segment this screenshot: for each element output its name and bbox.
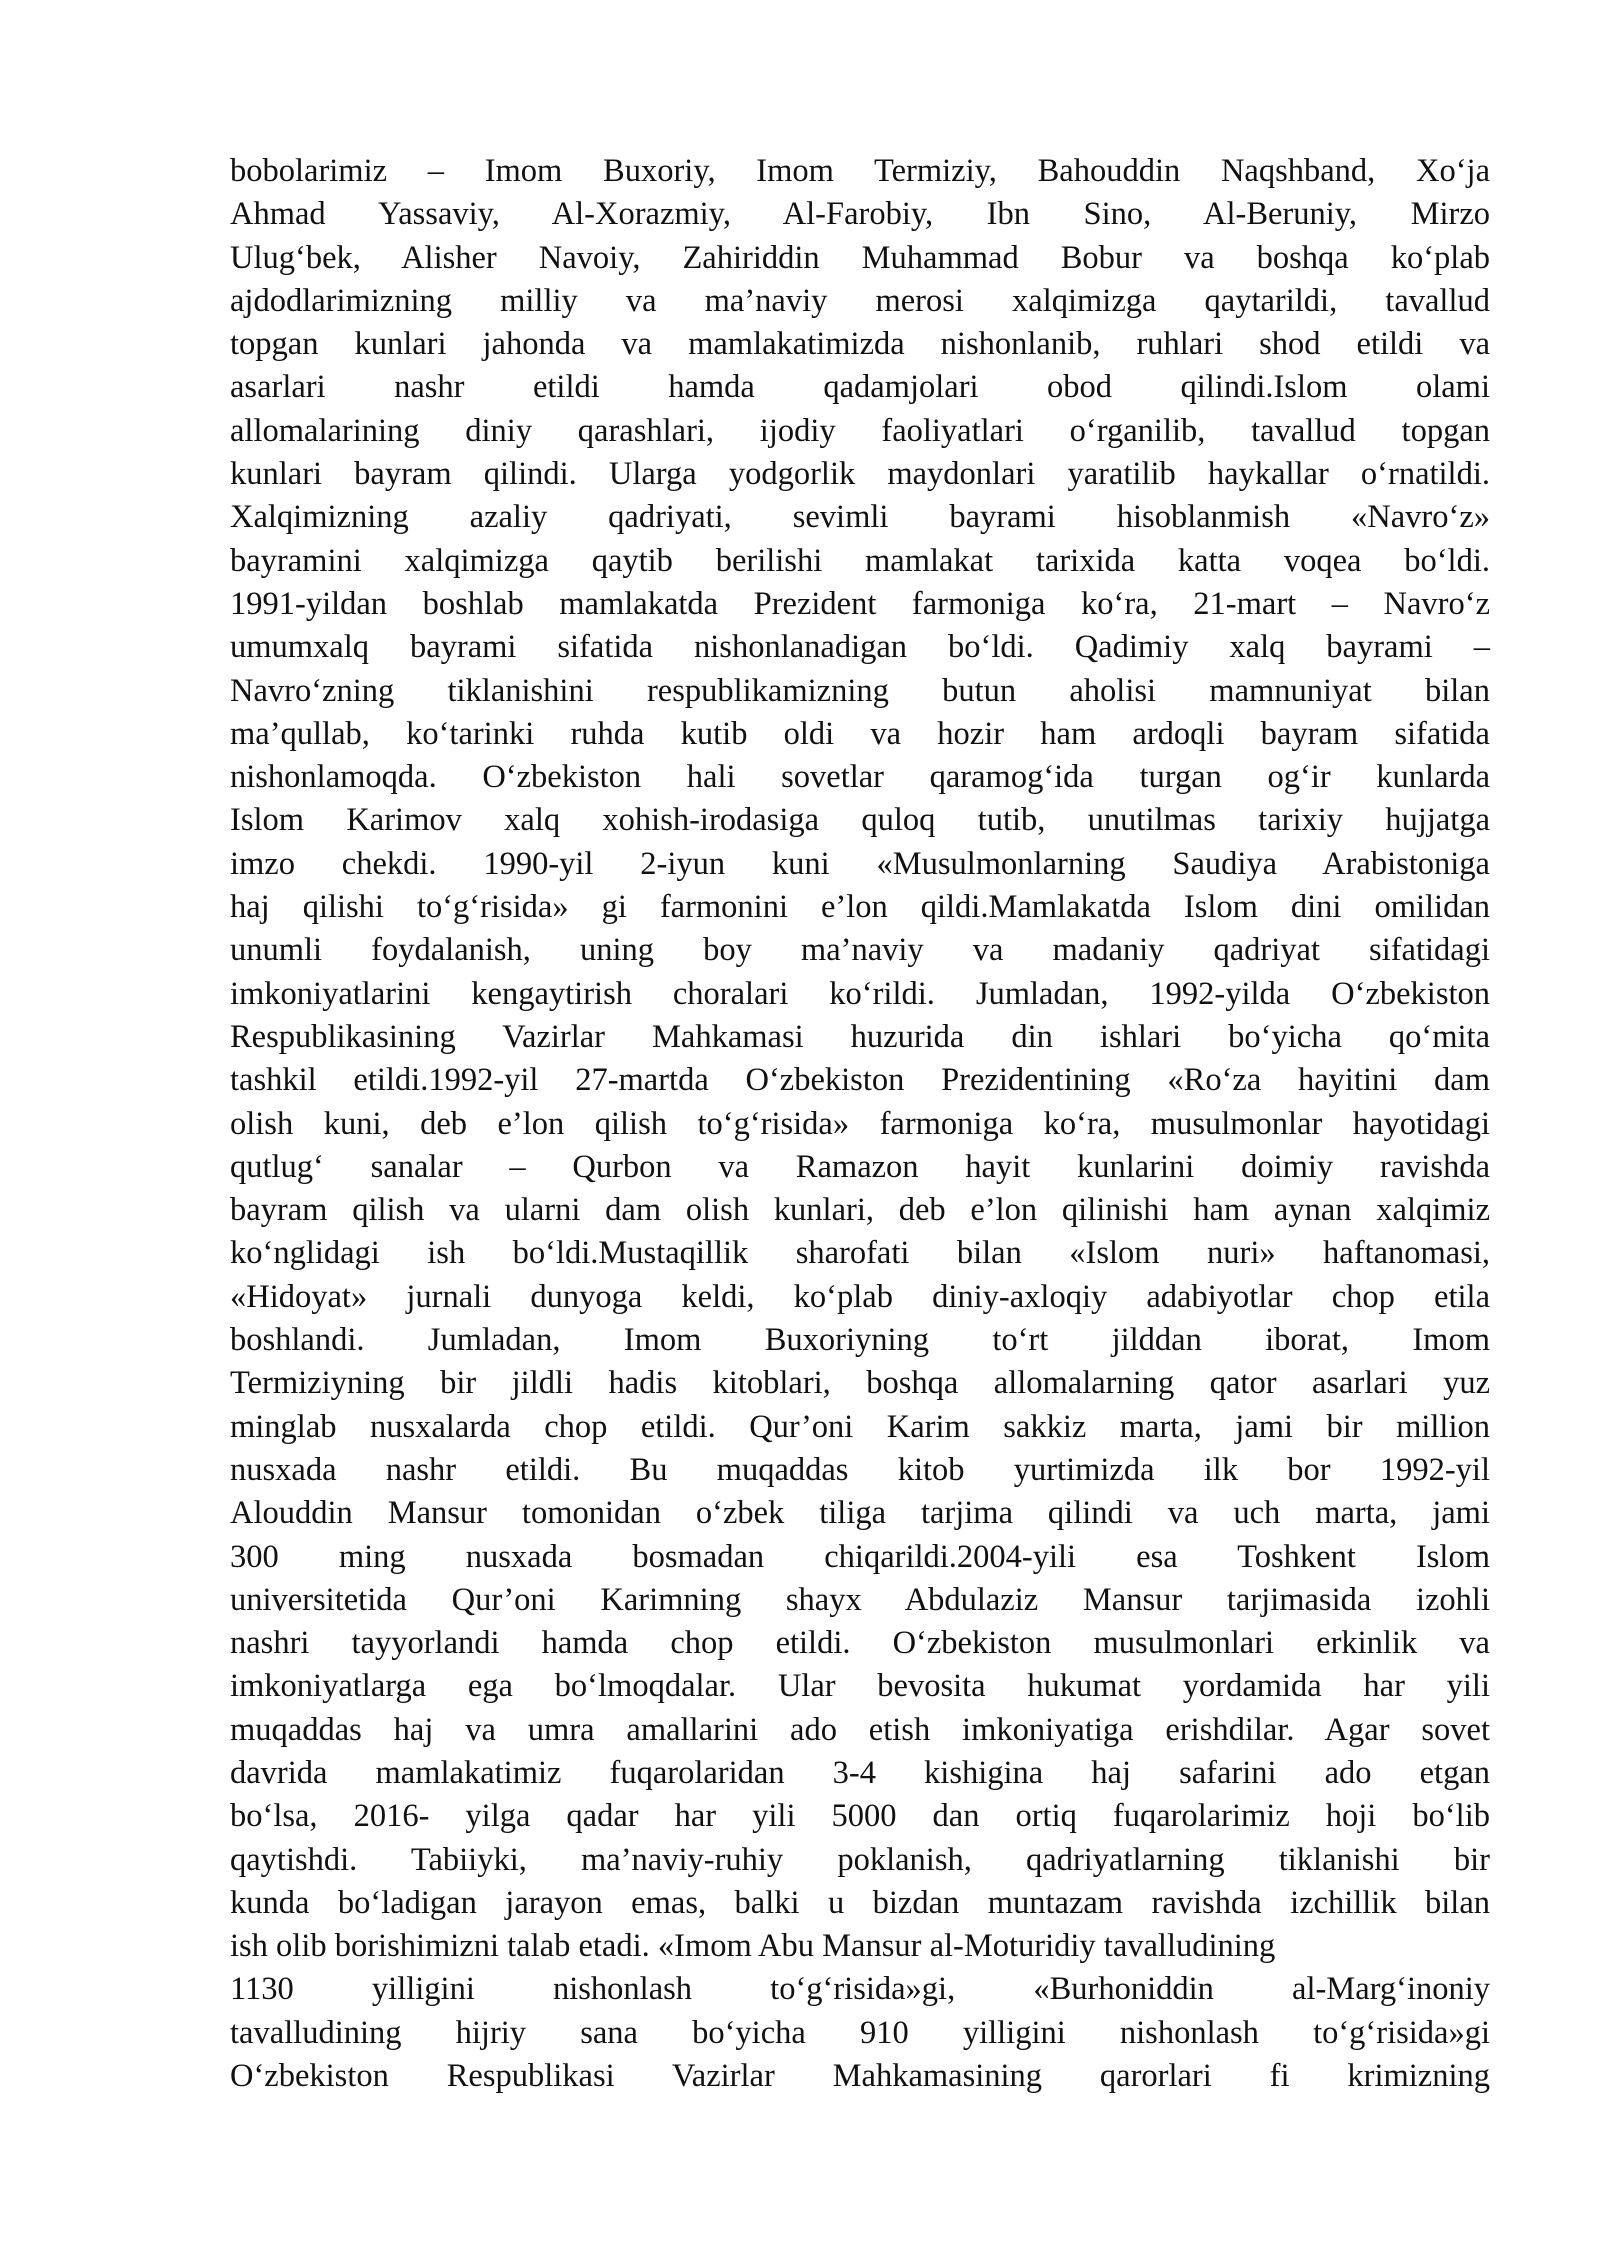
text-line: tashkil etildi.1992-yil 27-martda O‘zbekiston Prezidentining «Ro‘za hayitini dam — [230, 1062, 1490, 1099]
text-line: imzo chekdi. 1990-yil 2-iyun kuni «Musulmonlarning Saudiya Arabistoniga — [230, 845, 1490, 882]
text-line: allomalarining diniy qarashlari, ijodiy faoliyatlari o‘rganilib, tavallud topgan — [230, 412, 1490, 449]
text-line: ko‘nglidagi ish bo‘ldi.Mustaqillik sharofati bilan «Islom nuri» haftanomasi, — [230, 1235, 1490, 1272]
text-line: bayram qilish va ularni dam olish kunlari, deb e’lon qilinishi ham aynan xalqimiz — [230, 1192, 1490, 1229]
text-line: nashri tayyorlandi hamda chop etildi. O‘zbekiston musulmonlari erkinlik va — [230, 1625, 1490, 1662]
text-line: bayramini xalqimizga qaytib berilishi mamlakat tarixida katta voqea bo‘ldi. — [230, 542, 1490, 579]
text-line: boshlandi. Jumladan, Imom Buxoriyning to‘rt jilddan iborat, Imom — [230, 1322, 1490, 1359]
text-line: ma’qullab, ko‘tarinki ruhda kutib oldi va hozir ham ardoqli bayram sifatida — [230, 715, 1490, 752]
text-line: kunda bo‘ladigan jarayon emas, balki u bizdan muntazam ravishda izchillik bilan — [230, 1884, 1490, 1921]
text-line: umumxalq bayrami sifatida nishonlanadigan bo‘ldi. Qadimiy xalq bayrami – — [230, 629, 1490, 666]
text-line: nishonlamoqda. O‘zbekiston hali sovetlar qaramog‘ida turgan og‘ir kunlarda — [230, 759, 1490, 796]
text-line: olish kuni, deb e’lon qilish to‘g‘risida» farmoniga ko‘ra, musulmonlar hayotidagi — [230, 1105, 1490, 1142]
text-line: Alouddin Mansur tomonidan o‘zbek tiliga tarjima qilindi va uch marta, jami — [230, 1495, 1490, 1532]
text-line: qaytishdi. Tabiiyki, ma’naviy-ruhiy poklanish, qadriyatlarning tiklanishi bir — [230, 1841, 1490, 1878]
text-line: kunlari bayram qilindi. Ularga yodgorlik maydonlari yaratilib haykallar o‘rnatildi. — [230, 456, 1490, 493]
text-line: 1991-yildan boshlab mamlakatda Prezident farmoniga ko‘ra, 21-mart – Navro‘z — [230, 585, 1490, 622]
text-line: unumli foydalanish, uning boy ma’naviy va madaniy qadriyat sifatidagi — [230, 932, 1490, 969]
text-line: Ulug‘bek, Alisher Navoiy, Zahiriddin Muhammad Bobur va boshqa ko‘plab — [230, 239, 1490, 276]
text-line: davrida mamlakatimiz fuqarolaridan 3-4 kishigina haj safarini ado etgan — [230, 1754, 1490, 1791]
text-line: ajdodlarimizning milliy va ma’naviy merosi xalqimizga qaytarildi, tavallud — [230, 282, 1490, 319]
text-line: Respublikasining Vazirlar Mahkamasi huzurida din ishlari bo‘yicha qo‘mita — [230, 1018, 1490, 1055]
text-line: bo‘lsa, 2016- yilga qadar har yili 5000 dan ortiq fuqarolarimiz hoji bo‘lib — [230, 1798, 1490, 1835]
text-line: 300 ming nusxada bosmadan chiqarildi.2004-yili esa Toshkent Islom — [230, 1538, 1490, 1575]
text-line: asarlari nashr etildi hamda qadamjolari obod qilindi.Islom olami — [230, 369, 1490, 406]
text-line: Navro‘zning tiklanishini respublikamizning butun aholisi mamnuniyat bilan — [230, 672, 1490, 709]
text-line: tavalludining hijriy sana bo‘yicha 910 yilligini nishonlash to‘g‘risida»gi — [230, 2014, 1490, 2051]
text-line: O‘zbekiston Respublikasi Vazirlar Mahkamasining qarorlari fi krimizning — [230, 2058, 1490, 2095]
text-line: haj qilishi to‘g‘risida» gi farmonini e’lon qildi.Mamlakatda Islom dini omilidan — [230, 889, 1490, 926]
text-line: qutlug‘ sanalar – Qurbon va Ramazon hayit kunlarini doimiy ravishda — [230, 1148, 1490, 1185]
text-line: nusxada nashr etildi. Bu muqaddas kitob yurtimizda ilk bor 1992-yil — [230, 1451, 1490, 1488]
text-line: muqaddas haj va umra amallarini ado etish imkoniyatiga erishdilar. Agar sovet — [230, 1711, 1490, 1748]
text-line: «Hidoyat» jurnali dunyoga keldi, ko‘plab diniy-axloqiy adabiyotlar chop etila — [230, 1278, 1490, 1315]
text-line: Xalqimizning azaliy qadriyati, sevimli bayrami hisoblanmish «Navro‘z» — [230, 499, 1490, 536]
text-line: Termiziyning bir jildli hadis kitoblari, boshqa allomalarning qator asarlari yuz — [230, 1365, 1490, 1402]
text-line: Ahmad Yassaviy, Al-Xorazmiy, Al-Farobiy, Ibn Sino, Al-Beruniy, Mirzo — [230, 196, 1490, 233]
text-line: universitetida Qur’oni Karimning shayx Abdulaziz Mansur tarjimasida izohli — [230, 1581, 1490, 1618]
body-text — [230, 150, 1490, 2098]
text-line: bobolarimiz – Imom Buxoriy, Imom Termiziy, Bahouddin Naqshband, Xo‘ja — [230, 153, 1490, 189]
text-line: Islom Karimov xalq xohish-irodasiga quloq tutib, unutilmas tarixiy hujjatga — [230, 802, 1490, 839]
text-line: ish olib borishimizni talab etadi. «Imom Abu Mansur al-Moturidiy tavalludining — [230, 1928, 1276, 1965]
text-line: topgan kunlari jahonda va mamlakatimizda nishonlanib, ruhlari shod etildi va — [230, 326, 1490, 363]
text-line: minglab nusxalarda chop etildi. Qur’oni Karim sakkiz marta, jami bir million — [230, 1408, 1490, 1445]
text-line: 1130 yilligini nishonlash to‘g‘risida»gi, «Burhoniddin al-Marg‘inoniy — [230, 1971, 1490, 2008]
text-line: imkoniyatlarini kengaytirish choralari ko‘rildi. Jumladan, 1992-yilda O‘zbekiston — [230, 975, 1490, 1012]
text-line: imkoniyatlarga ega bo‘lmoqdalar. Ular bevosita hukumat yordamida har yili — [230, 1668, 1490, 1705]
